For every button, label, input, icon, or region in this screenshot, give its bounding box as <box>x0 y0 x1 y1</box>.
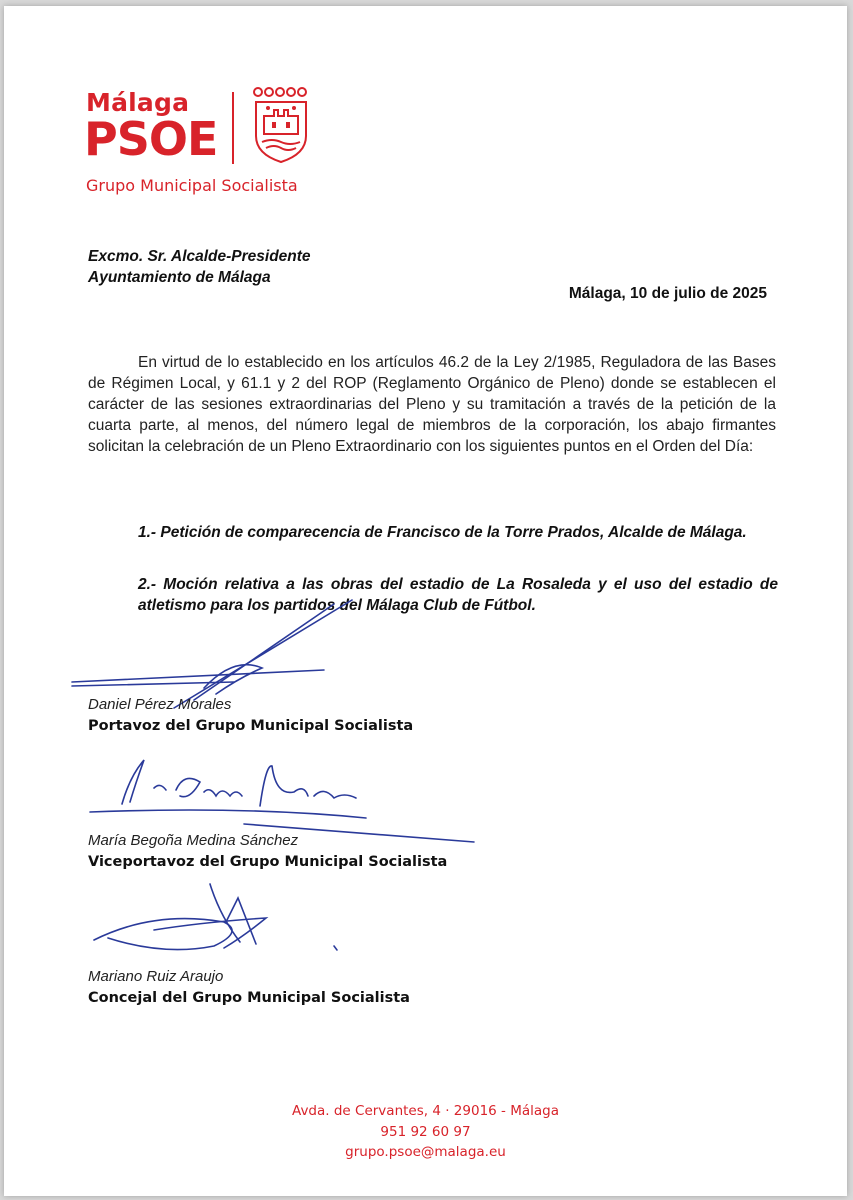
footer-email: grupo.psoe@malaga.eu <box>345 1144 506 1160</box>
logo-group-text: Grupo Municipal Socialista <box>86 176 298 195</box>
signature-2-stroke <box>154 785 166 790</box>
signature-2-stroke <box>176 778 242 796</box>
signatory-1-role: Portavoz del Grupo Municipal Socialista <box>88 718 414 734</box>
document-page <box>4 6 847 1196</box>
city-coat-of-arms-icon <box>252 86 310 166</box>
signature-1-stroke <box>72 670 324 682</box>
logo-divider <box>232 92 234 164</box>
logo-party-text: PSOE <box>84 112 218 166</box>
signatory-1-name: Daniel Pérez Morales <box>88 696 232 713</box>
signatory-2-role: Viceportavoz del Grupo Municipal Socialista <box>88 854 448 870</box>
signature-1-stroke <box>194 604 334 700</box>
signatory-3-name: Mariano Ruiz Araujo <box>88 968 224 985</box>
signature-2-stroke <box>90 810 366 818</box>
signature-1-stroke <box>72 682 234 686</box>
footer-phone: 951 92 60 97 <box>380 1124 471 1140</box>
signature-3-stroke <box>226 898 256 944</box>
signature-3-stroke <box>154 918 266 948</box>
signatory-2-name: María Begoña Medina Sánchez <box>88 832 299 849</box>
footer-address: Avda. de Cervantes, 4 · 29016 - Málaga <box>292 1103 559 1119</box>
addressee-institution: Ayuntamiento de Málaga <box>88 269 271 286</box>
signature-3-stroke <box>210 884 240 942</box>
signature-2-stroke <box>122 760 144 804</box>
signatory-3-role: Concejal del Grupo Municipal Socialista <box>88 990 410 1006</box>
signature-2-stroke <box>260 766 356 806</box>
agenda-point-2: 2.- Moción relativa a las obras del estadio de La Rosaleda y el uso del estadio de atletismo para los partidos del Málaga Club de Fútbol. <box>138 576 778 614</box>
addressee-title: Excmo. Sr. Alcalde-Presidente <box>88 248 311 265</box>
body-paragraph: En virtud de lo establecido en los artículos 46.2 de la Ley 2/1985, Reguladora de las Bases de Régimen Local, y 61.1 y 2 del ROP (Reglamento Orgánico de Pleno) donde se establecen el carácter de las sesiones extraordinarias del Pleno y su tramitación a través de la petición de la cuarta parte, al menos, del número legal de miembros de la corporación, los abajo firmantes solicitan la celebración de un Pleno Extraordinario con los siguientes puntos en el Orden del Día: <box>88 354 776 455</box>
document-date: Málaga, 10 de julio de 2025 <box>568 285 767 302</box>
signature-3-stroke <box>334 946 337 950</box>
signature-1-stroke <box>204 665 262 694</box>
agenda-point-1: 1.- Petición de comparecencia de Francisco de la Torre Prados, Alcalde de Málaga. <box>138 524 747 541</box>
signature-1-stroke <box>174 600 352 708</box>
signature-3-stroke <box>94 919 232 950</box>
logo-city-text: Málaga <box>86 88 190 117</box>
